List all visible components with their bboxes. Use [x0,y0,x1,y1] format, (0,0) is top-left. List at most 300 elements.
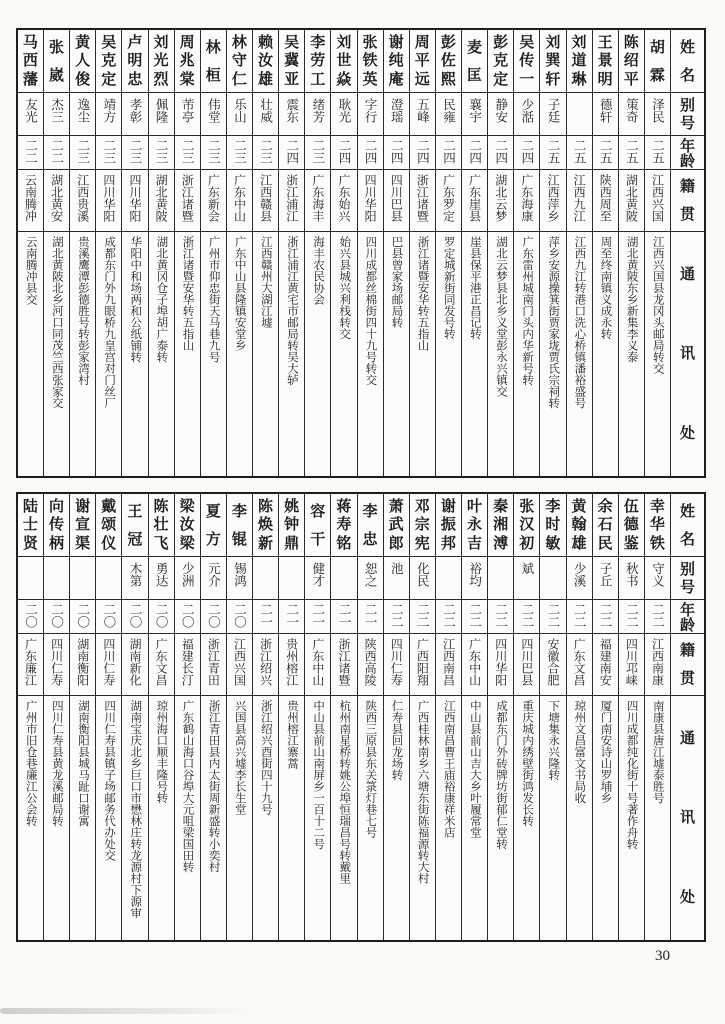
person-column [618,494,644,940]
person-native-place: 广东中山 [467,638,482,686]
native-cell [44,634,69,696]
addr-cell [175,696,200,940]
person-address: 陕西三原县东关箓灯巷七号 [364,700,377,838]
person-column [69,30,95,476]
person-native-place: 江西萍乡 [545,174,560,222]
native-cell [96,170,121,232]
person-name: 余 石 民 [597,497,613,553]
person-native-place: 江西九江 [572,174,587,222]
person-native-place: 四川巴县 [519,638,534,686]
person-age: 二五 [572,139,587,164]
native-cell [436,634,461,696]
person-column [148,494,174,940]
person-native-place: 四川华阳 [493,638,508,686]
person-column [304,494,330,940]
person-native-place: 湖南衡阳 [75,638,90,686]
header-label: 别 号 [679,560,695,596]
person-native-place: 湖南新化 [127,638,142,686]
person-column [487,494,513,940]
name-cell [488,30,513,93]
alias-cell [44,93,69,136]
name-cell [70,30,95,93]
name-cell [514,30,539,93]
person-column [200,30,226,476]
person-age: 二三 [180,139,195,164]
person-alias: 元介 [206,562,221,587]
person-name: 彭 佐 熙 [440,33,456,89]
person-native-place: 福建南安 [598,638,613,686]
age-cell [44,136,69,170]
addr-cell [514,696,539,940]
addr-cell [645,696,670,940]
person-name: 伍 德 鉴 [623,497,639,553]
addr-cell [279,696,304,940]
person-native-place: 浙江绍兴 [258,638,273,686]
person-column [357,494,383,940]
person-native-place: 广东始兴 [336,174,351,222]
person-name: 刘 世 焱 [336,33,352,89]
addr-cell [514,232,539,476]
person-column [566,30,592,476]
header-label: 姓 名 [679,38,695,84]
person-address: 萍乡安源操箕街贾家垅贾氏宗祠转 [547,236,560,409]
name-cell [619,30,644,93]
alias-cell [619,557,644,600]
age-cell [253,600,278,634]
native-cell [227,170,252,232]
addr-cell [122,232,147,476]
person-name: 容 干 [310,502,326,548]
person-age: 二一 [258,603,273,628]
age-cell [279,600,304,634]
person-column [148,30,174,476]
person-age: 二四 [441,139,456,164]
age-cell [96,136,121,170]
person-name: 陈 焕 新 [258,497,274,553]
person-column [383,494,409,940]
person-name: 李 锟 [231,502,247,548]
age-cell [567,136,592,170]
person-alias: 孝彰 [127,98,142,123]
person-alias: 乐山 [232,98,247,123]
alias-cell [175,93,200,136]
person-alias: 少湉 [519,98,534,123]
person-address: 琼州文昌富文书局收 [573,700,586,804]
person-column [18,494,43,940]
alias-cell [227,93,252,136]
header-label: 年 龄 [679,602,695,634]
person-native-place: 广东崖县 [467,174,482,222]
name-cell [540,494,565,557]
alias-cell [18,557,43,600]
native-cell [331,170,356,232]
native-cell [593,170,618,232]
person-column [43,494,69,940]
name-cell [253,30,278,93]
addr-cell [593,232,618,476]
person-name: 叶 永 吉 [467,497,483,553]
person-column [644,30,670,476]
native-cell [149,170,174,232]
person-age: 二〇 [154,603,169,628]
person-native-place: 广东中山 [310,638,325,686]
alias-cell [488,557,513,600]
person-alias: 少溪 [572,562,587,587]
roster-table-bottom [16,492,706,942]
age-cell [410,136,435,170]
name-cell [70,494,95,557]
person-address: 广东中山县隆镇安堂乡 [233,236,246,351]
person-name: 林 守 仁 [231,33,247,89]
person-age: 二一 [284,603,299,628]
person-name: 周 平 远 [414,33,430,89]
person-age: 二二 [389,603,404,628]
addr-cell [44,232,69,476]
age-cell [358,136,383,170]
name-cell [593,494,618,557]
person-column [252,30,278,476]
person-name: 李 劳 工 [310,33,326,89]
person-native-place: 云南腾冲 [23,174,38,222]
alias-cell [462,93,487,136]
person-name: 吴 传 一 [519,33,535,89]
header-cell-native [671,634,704,696]
native-cell [201,634,226,696]
name-cell [44,30,69,93]
header-column [670,494,704,940]
person-address: 浙江浦江黄宅市邮局转吴大轳 [285,236,298,386]
person-age: 二四 [284,139,299,164]
native-cell [514,634,539,696]
person-address: 浙江诸暨安华转五指山 [181,236,194,351]
addr-cell [201,696,226,940]
age-cell [619,600,644,634]
person-column [278,30,304,476]
person-name: 王 冠 [127,502,143,548]
name-cell [358,30,383,93]
name-cell [567,30,592,93]
person-address: 罗定城新街同发号转 [442,236,455,340]
person-address: 四川成都纯化街十号著作舟转 [625,700,638,850]
person-age: 二一 [336,603,351,628]
person-native-place: 四川仁寿 [389,638,404,686]
person-age: 二二 [441,603,456,628]
name-cell [436,494,461,557]
native-cell [253,634,278,696]
person-age: 二五 [598,139,613,164]
name-cell [514,494,539,557]
alias-cell [593,557,618,600]
person-native-place: 浙江浦江 [284,174,299,222]
name-cell [44,494,69,557]
age-cell [122,136,147,170]
person-alias: 守义 [650,562,665,587]
alias-cell [358,93,383,136]
person-native-place: 四川华阳 [363,174,378,222]
person-native-place: 江西南昌 [441,638,456,686]
person-native-place: 广西阳翔 [415,638,430,686]
alias-cell [96,93,121,136]
person-alias: 五峰 [415,98,430,123]
person-column [18,30,43,476]
header-label: 通 讯 处 [679,730,695,906]
native-cell [358,170,383,232]
name-cell [410,494,435,557]
person-name: 陆 士 贤 [22,497,38,553]
person-address: 贵溪鹰潭彭德胜号转彭家湾村 [76,236,89,386]
person-alias: 壮威 [258,98,273,123]
header-cell-age [671,136,704,170]
header-cell-age [671,600,704,634]
person-name: 谢 宣 渠 [75,497,91,553]
header-cell-name [671,30,704,93]
age-cell [18,136,43,170]
person-age: 二四 [389,139,404,164]
person-alias: 佩隆 [154,98,169,123]
alias-cell [305,93,330,136]
header-cell-native [671,170,704,232]
person-age: 二四 [519,139,534,164]
addr-cell [331,232,356,476]
person-alias: 芾亭 [180,98,195,123]
person-age: 二三 [206,139,221,164]
person-address: 湖北黄陂东乡新集李义泰 [625,236,638,363]
person-age: 二〇 [23,603,38,628]
person-age: 二五 [545,139,560,164]
native-cell [18,170,43,232]
native-cell [645,634,670,696]
person-column [435,30,461,476]
alias-cell [122,557,147,600]
age-cell [122,600,147,634]
age-cell [253,136,278,170]
person-name: 谢 振 邦 [440,497,456,553]
person-age: 二三 [258,139,273,164]
person-column [592,494,618,940]
native-cell [462,170,487,232]
person-age: 二二 [493,603,508,628]
age-cell [175,600,200,634]
age-cell [227,136,252,170]
person-name: 秦 湘 溥 [493,497,509,553]
age-cell [384,136,409,170]
person-address: 广州市旧仓巷廉江公会转 [24,700,37,827]
person-native-place: 广东中山 [232,174,247,222]
addr-cell [358,696,383,940]
person-alias: 斌 [519,562,534,575]
scan-smudge [0,1008,250,1014]
person-column [174,30,200,476]
alias-cell [462,557,487,600]
native-cell [619,170,644,232]
person-column [121,494,147,940]
age-cell [70,600,95,634]
header-label: 姓 名 [679,502,695,548]
person-age: 二二 [650,603,665,628]
person-column [252,494,278,940]
alias-cell [18,93,43,136]
person-column [461,30,487,476]
age-cell [201,136,226,170]
alias-cell [540,93,565,136]
person-address: 兴国县高兴墟李长生堂 [233,700,246,815]
person-native-place: 江西兴国 [650,174,665,222]
native-cell [567,170,592,232]
name-cell [619,494,644,557]
name-cell [279,30,304,93]
age-cell [514,136,539,170]
person-column [435,494,461,940]
person-name: 李 忠 [362,502,378,548]
age-cell [540,600,565,634]
name-cell [462,494,487,557]
person-age: 二三 [232,139,247,164]
person-alias: 木第 [127,562,142,587]
age-cell [488,136,513,170]
person-alias: 子丘 [598,562,613,587]
native-cell [122,170,147,232]
person-address: 巴县曾家场邮局转 [390,236,403,328]
person-name: 马 西 藩 [22,33,38,89]
person-name: 刘 道 琳 [571,33,587,89]
header-label: 年 龄 [679,138,695,170]
addr-cell [201,232,226,476]
person-name: 张 铁 英 [362,33,378,89]
name-cell [96,30,121,93]
person-native-place: 江西贵溪 [75,174,90,222]
person-native-place: 四川仁寿 [101,638,116,686]
person-address: 南康县唐江墟泰胜号 [651,700,664,804]
alias-cell [70,557,95,600]
person-native-place: 福建长汀 [180,638,195,686]
native-cell [514,170,539,232]
native-cell [358,634,383,696]
person-age: 二二 [519,603,534,628]
native-cell [44,170,69,232]
addr-cell [305,696,330,940]
age-cell [149,136,174,170]
addr-cell [462,232,487,476]
person-alias: 澄瑶 [389,98,404,123]
person-column [592,30,618,476]
header-cell-alias [671,93,704,136]
age-cell [305,600,330,634]
person-address: 湖南衡阳县城马趾口谢寓 [76,700,89,827]
person-name: 吴 冀 亚 [284,33,300,89]
person-address: 湖北黄陂北乡河口同茂竺西张家交 [50,236,63,409]
person-address: 始兴县城兴利栈转交 [338,236,351,340]
alias-cell [175,557,200,600]
person-native-place: 贵州榕江 [284,638,299,686]
native-cell [384,170,409,232]
person-age: 二二 [624,603,639,628]
person-column [226,30,252,476]
person-column [200,494,226,940]
addr-cell [44,696,69,940]
addr-cell [488,232,513,476]
age-cell [384,600,409,634]
age-cell [645,600,670,634]
name-cell [18,494,43,557]
person-native-place: 四川巴县 [389,174,404,222]
age-cell [436,136,461,170]
native-cell [305,170,330,232]
person-column [487,30,513,476]
alias-cell [436,93,461,136]
alias-cell [645,557,670,600]
person-address: 仁寿县回龙场转 [390,700,403,781]
person-name: 张 汉 初 [519,497,535,553]
person-age: 二五 [624,139,639,164]
native-cell [175,170,200,232]
person-name: 陈 壮 飞 [153,497,169,553]
addr-cell [436,696,461,940]
alias-cell [436,557,461,600]
person-alias: 襄宇 [467,98,482,123]
person-age: 二五 [650,139,665,164]
addr-cell [96,696,121,940]
person-age: 二〇 [127,603,142,628]
addr-cell [149,696,174,940]
name-cell [227,494,252,557]
native-cell [462,634,487,696]
addr-cell [122,696,147,940]
alias-cell [149,557,174,600]
person-name: 张 崴 [49,38,65,84]
name-cell [593,30,618,93]
alias-cell [305,557,330,600]
person-name: 陈 绍 平 [623,33,639,89]
person-age: 二四 [467,139,482,164]
person-name: 梁 汝 梁 [179,497,195,553]
native-cell [410,634,435,696]
native-cell [384,634,409,696]
person-address: 中山县前山吉大乡叶履常堂 [468,700,481,838]
person-name: 姚 钟 鼎 [284,497,300,553]
person-name: 彭 克 定 [493,33,509,89]
alias-cell [619,93,644,136]
person-address: 广东雷州城南门头内华新号转 [521,236,534,386]
native-cell [593,634,618,696]
person-native-place: 浙江诸暨 [336,638,351,686]
person-age: 二二 [545,603,560,628]
person-address: 杭州南星桥转姚公埠恒瑞昌号转戴里 [338,700,351,884]
person-age: 二二 [467,603,482,628]
name-cell [384,494,409,557]
person-address: 浙江诸暨安华转五指山 [416,236,429,351]
name-cell [149,494,174,557]
person-address: 贵州榕江寨蒿 [285,700,298,769]
addr-cell [358,232,383,476]
person-address: 四川仁寿县黄龙溪邮局转 [50,700,63,827]
person-native-place: 浙江诸暨 [180,174,195,222]
person-age: 二二 [598,603,613,628]
person-age: 二一 [310,603,325,628]
person-address: 成都东门外九眼桥九皇宫对门丝厂 [103,236,116,409]
person-address: 江西南昌曹王庙裕康祥米店 [442,700,455,838]
person-native-place: 广东海丰 [310,174,325,222]
native-cell [567,634,592,696]
person-native-place: 四川邛崃 [624,638,639,686]
person-address: 华阳中和场两和公纸铺转 [129,236,142,363]
person-age: 二二 [415,603,430,628]
alias-cell [253,557,278,600]
addr-cell [619,232,644,476]
native-cell [305,634,330,696]
person-address: 江西兴国县龙冈头邮局转交 [651,236,664,374]
age-cell [358,600,383,634]
name-cell [567,494,592,557]
